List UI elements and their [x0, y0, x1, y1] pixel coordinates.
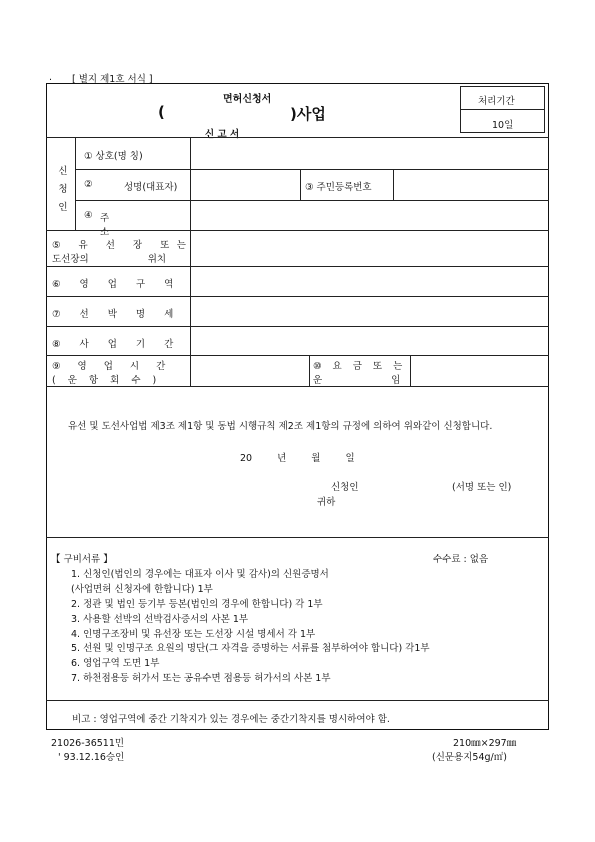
addr-label-text: 주 소	[100, 213, 160, 238]
fare-label-1: ⑩ 요 금 또 는	[313, 361, 403, 372]
doc-item-6: 6. 영업구역 도면 1부	[71, 658, 160, 669]
fee-label: 수수료 : 없음	[433, 554, 489, 565]
vessel-input[interactable]	[191, 297, 548, 326]
fare-input[interactable]	[411, 356, 548, 385]
processing-divider	[460, 109, 545, 110]
processing-value: 10일	[492, 120, 514, 131]
rep-label: 성명(대표자)	[124, 182, 178, 193]
footer-approval: ' 93.12.16승인	[58, 752, 125, 763]
addressee-label: 귀하	[317, 497, 336, 508]
bullet-dot: .	[49, 72, 53, 83]
footer-paper: (신문용지54g/㎡)	[432, 752, 507, 763]
hours-label-1: ⑨ 영 업 시 간	[52, 361, 166, 372]
rep-name-input[interactable]	[191, 170, 300, 200]
applicant-sign-label: 신청인	[331, 482, 359, 493]
processing-label: 처리기간	[478, 96, 515, 107]
sign-or-seal: (서명 또는 인)	[452, 482, 512, 493]
footer-size: 210㎜×297㎜	[453, 738, 517, 749]
row-line-10	[46, 700, 549, 701]
statement-text: 유선 및 도선사업법 제3조 제1항 및 동법 시행규칙 제2조 제1항의 규정에 의하여 위와같이 신청합니다.	[68, 421, 493, 432]
addr-num: ④	[84, 210, 93, 221]
header-divider	[46, 137, 549, 138]
applicant-left-line	[75, 138, 76, 230]
doc-item-7: 7. 하천점용등 허가서 또는 공유수면 점용등 허가서의 사본 1부	[71, 673, 331, 684]
row-line-9	[46, 537, 549, 538]
form-subtitle-2: 신 고 서	[205, 129, 240, 140]
area-label: ⑥ 영 업 구 역	[52, 279, 174, 290]
signature-area[interactable]	[372, 475, 442, 493]
row-line-8	[46, 386, 549, 387]
documents-heading: 【 구비서류 】	[51, 554, 113, 565]
location-input[interactable]	[191, 231, 548, 266]
form-subtitle: 면허신청서	[223, 94, 272, 105]
id-number-input[interactable]	[394, 170, 548, 200]
vessel-label: ⑦ 선 박 명 세	[52, 309, 174, 320]
location-label-2: 도선장의 위치	[52, 254, 167, 265]
rep-num: ②	[84, 179, 93, 190]
name-label: ① 상호(명 칭)	[84, 151, 143, 162]
fare-label-2: 운 임	[313, 375, 401, 386]
doc-item-4: 4. 인명구조장비 및 유선장 또는 도선장 시설 명세서 각 1부	[71, 629, 316, 640]
doc-item-1: 1. 신청인(법인의 경우에는 대표자 이사 및 감사)의 신원증명서	[71, 569, 329, 580]
fare-left-line	[309, 355, 310, 386]
location-label-1: ⑤ 유 선 장 또는	[52, 240, 194, 251]
hours-input[interactable]	[191, 356, 309, 385]
area-input[interactable]	[191, 267, 548, 296]
period-label: ⑧ 사 업 기 간	[52, 339, 174, 350]
business-type-input[interactable]	[172, 104, 290, 122]
id-label: ③ 주민등록번호	[305, 182, 372, 193]
hours-label-2: ( 운 항 회 수 )	[52, 375, 157, 386]
address-input[interactable]	[191, 201, 548, 230]
period-input[interactable]	[191, 327, 548, 355]
doc-item-3: 3. 사용할 선박의 선박검사증서의 사본 1부	[71, 614, 249, 625]
remark-text: 비고 : 영업구역에 중간 기착지가 있는 경우에는 중간기착지를 명시하여야 함.	[72, 714, 390, 725]
name-input[interactable]	[191, 139, 548, 169]
doc-item-2: 2. 정관 및 법인 등기부 등본(법인의 경우에 한합니다) 각 1부	[71, 599, 323, 610]
footer-code: 21026-36511민	[51, 738, 125, 749]
id-left-line	[300, 169, 301, 200]
doc-item-5: 5. 선원 및 인명구조 요원의 명단(그 자격을 증명하는 서류를 첨부하여야 합니다) 각1부	[71, 643, 430, 654]
form-title: )사업	[290, 105, 326, 123]
doc-item-1-cont: (사업면허 신청자에 한합니다) 1부	[71, 584, 213, 595]
form-code: [ 별지 제1호 서식 ]	[72, 74, 153, 85]
applicant-group-text: 신청인	[58, 166, 68, 213]
applicant-group-label	[56, 163, 70, 217]
date-line: 20 년 월 일	[240, 453, 355, 464]
title-open-paren: (	[158, 103, 165, 121]
addr-label	[100, 210, 186, 238]
